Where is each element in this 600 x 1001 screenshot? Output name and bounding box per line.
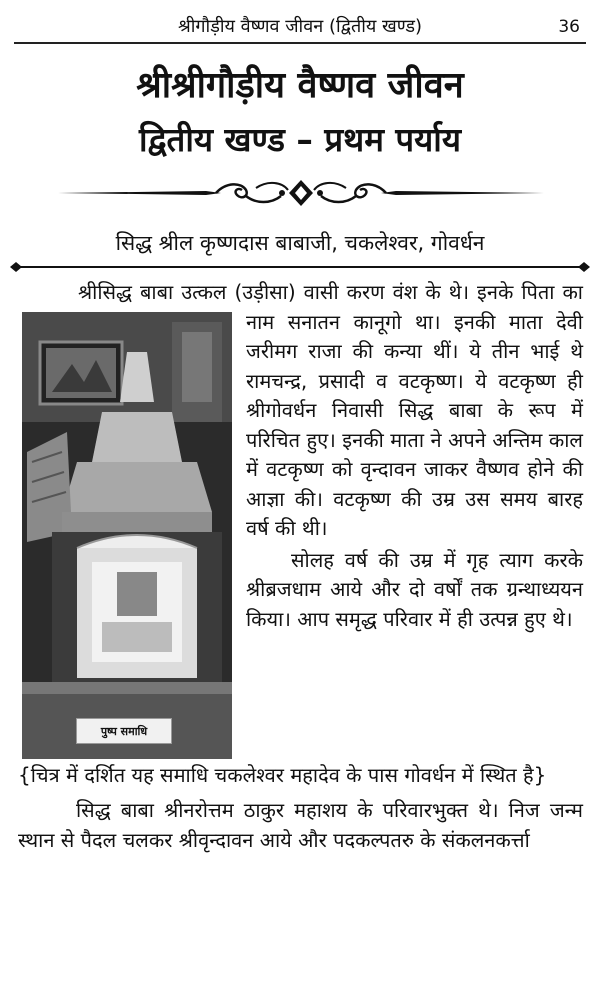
figure-note: {चित्र में दर्शित यह समाधि चकलेश्वर महादेव के पास गोवर्धन में स्थित है}: [18, 762, 547, 787]
ornament-divider-icon: [56, 176, 546, 210]
paragraph-1-continued: माता देवी जरीमग राजा की कन्या थीं। ये तीन भाई थे रामचन्द्र, प्रसादी व वटकृष्ण। ये वटकृष्ण ही श्रीगोवर्धन निवासी सिद्ध बाबा के रूप में परिचित हुए। इनकी माता ने अपने अन्तिम काल में वटकृष्ण को वृन्दावन जाकर वैष्णव होने की आज्ञा की। वटकृष्ण की उम्र उस समय बारह वर्ष की थी।: [246, 309, 583, 540]
book-title: श्रीश्रीगौड़ीय वैष्णव जीवन: [136, 65, 464, 106]
paragraph-2-text: सोलह वर्ष की उम्र में गृह त्याग करके श्रीब्रजधाम आये और दो वर्षों तक ग्रन्थाध्ययन किया। आप समृद्ध परिवार में ही उत्पन्न हुए थे।: [246, 547, 583, 631]
paragraph-1-start: श्रीसिद्ध बाबा उत्कल (उड़ीसा) वासी करण वंश के थे। इनके पिता का नाम सनातन कानूगो था। इनकी: [78, 280, 583, 334]
chapter-heading: सिद्ध श्रील कृष्णदास बाबाजी, चकलेश्वर, गोवर्धन: [115, 231, 485, 255]
photo-caption: पुष्प समाधि: [76, 718, 172, 744]
body-text: [18, 278, 583, 855]
running-title: श्रीगौड़ीय वैष्णव जीवन (द्वितीय खण्ड): [178, 16, 422, 37]
samadhi-photo: [22, 312, 232, 759]
heading-rule: [10, 260, 590, 274]
samadhi-shrine-image: [22, 312, 232, 759]
page-number: 36: [558, 17, 580, 37]
running-header: [14, 8, 586, 44]
paragraph-3-text: सिद्ध बाबा श्रीनरोत्तम ठाकुर महाशय के परिवारभुक्त थे। निज जन्म स्थान से पैदल चलकर श्रीवृन्दावन आये और पदकल्पतरु के संकलनकर्त्ता: [18, 798, 583, 852]
paragraph-3: [18, 796, 583, 855]
part-title: द्वितीय खण्ड – प्रथम पर्याय: [139, 120, 461, 159]
